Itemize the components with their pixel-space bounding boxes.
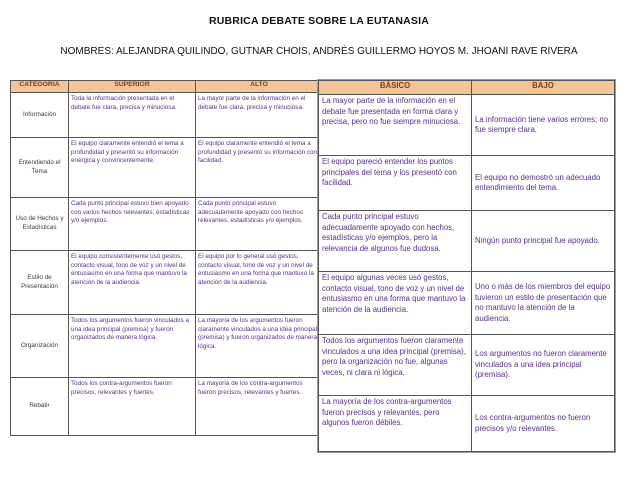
alto-cell: La mayoría de los contra-argumentos fueron precisos, relevantes y fuertes. xyxy=(196,378,323,436)
basico-cell: Cada punto principal estuvo adecuadamente apoyado con hechos, estadísticas y/o ejemplos, pero la relevancia de algunos fue dudosa. xyxy=(319,211,472,272)
header-row xyxy=(319,81,615,95)
table-row xyxy=(11,315,323,378)
header-basico: BÁSICO xyxy=(319,81,472,95)
alto-cell: La mayoría de los argumentos fueron claramente vinculados a una idea principal (premisa) y fueron organizados de manera lógica. xyxy=(196,315,323,378)
header-bajo: BAJO xyxy=(472,81,615,95)
alto-cell: El equipo claramente entendió el tema a profundidad y presentó su información con facilidad. xyxy=(196,138,323,198)
table-row xyxy=(319,211,615,272)
student-names: NOMBRES: ALEJANDRA QUILINDO, GUTNAR CHOIS, ANDRÉS GUILLERMO HOYOS M. JHOANI RAVE RIVERA xyxy=(60,46,578,57)
table-row xyxy=(11,251,323,315)
category-cell: Estilo de Presentación xyxy=(11,251,69,315)
table-row xyxy=(319,272,615,335)
header-row xyxy=(11,81,323,93)
bajo-cell: Los contra-argumentos no fueron precisos y/o relevantes. xyxy=(472,396,615,452)
basico-cell: El equipo pareció entender los puntos principales del tema y los presentó con facilidad. xyxy=(319,156,472,211)
category-cell: Organización xyxy=(11,315,69,378)
bajo-cell: Uno o más de los miembros del equipo tuvieron un estilo de presentación que no mantuvo la atención de la audiencia. xyxy=(472,272,615,335)
alto-cell: La mayor parte de la información en el debate fue clara, precisa y minuciosa. xyxy=(196,93,323,138)
superior-cell: Cada punto principal estuvo bien apoyado con varios hechos relevantes, estadísticas y/o ejemplos. xyxy=(69,198,196,251)
rubric-table-left xyxy=(10,80,323,436)
table-row xyxy=(11,198,323,251)
bajo-cell: La información tiene varios errores; no fue siempre clara. xyxy=(472,95,615,156)
basico-cell: El equipo algunas veces usó gestos, contacto visual, tono de voz y un nivel de entusiasmo en una forma que mantuvo la atención de la audiencia. xyxy=(319,272,472,335)
basico-cell: La mayoría de los contra-argumentos fueron precisos y relevantes, pero algunos fueron débiles. xyxy=(319,396,472,452)
table-row xyxy=(11,378,323,436)
superior-cell: El equipo consistentemente usó gestos, contacto visual, tono de voz y un nivel de entusiasmo en una forma que mantuvo la atención de la audiencia. xyxy=(69,251,196,315)
header-alto: ALTO xyxy=(196,81,323,93)
basico-cell: Todos los argumentos fueron claramente vinculados a una idea principal (premisa), pero la organización no fue, algunas veces, ni clara ni lógica. xyxy=(319,335,472,396)
category-cell: Información xyxy=(11,93,69,138)
header-superior: SUPERIOR xyxy=(69,81,196,93)
category-cell: Rebatir xyxy=(11,378,69,436)
basico-cell: La mayor parte de la información en el debate fue presentada en forma clara y precisa, pero no fue siempre minuciosa. xyxy=(319,95,472,156)
superior-cell: El equipo claramente entendió el tema a profundidad y presentó su información enérgica y convincentemente. xyxy=(69,138,196,198)
table-row xyxy=(319,335,615,396)
alto-cell: El equipo por lo general usó gestos, contacto visual, tono de voz y un nivel de entusiasmo en una forma que mantuvo la atención de la audiencia. xyxy=(196,251,323,315)
bajo-cell: El equipo no demostró un adecuado entendimiento del tema. xyxy=(472,156,615,211)
bajo-cell: Ningún punto principal fue apoyado. xyxy=(472,211,615,272)
rubric-table-right xyxy=(318,80,615,452)
document-title: RUBRICA DEBATE SOBRE LA EUTANASIA xyxy=(208,15,430,27)
header-categoria: CATEGORÍA xyxy=(11,81,69,93)
table-row xyxy=(319,156,615,211)
alto-cell: Cada punto principal estuvo adecuadamente apoyado con hechos relevantes, estadísticas y/o ejemplos. xyxy=(196,198,323,251)
superior-cell: Todos los contra-argumentos fueron precisos, relevantes y fuertes. xyxy=(69,378,196,436)
superior-cell: Toda la información presentada en el debate fue clara, precisa y minuciosa. xyxy=(69,93,196,138)
bajo-cell: Los argumentos no fueron claramente vinculados a una idea principal (premisa). xyxy=(472,335,615,396)
category-cell: Uso de Hechos y Estadísticas xyxy=(11,198,69,251)
table-row xyxy=(319,396,615,452)
category-cell: Entendiendo el Tema xyxy=(11,138,69,198)
table-row xyxy=(11,138,323,198)
table-row xyxy=(11,93,323,138)
table-row xyxy=(319,95,615,156)
superior-cell: Todos los argumentos fueron vinculados a una idea principal (premisa) y fueron organizados de manera lógica. xyxy=(69,315,196,378)
